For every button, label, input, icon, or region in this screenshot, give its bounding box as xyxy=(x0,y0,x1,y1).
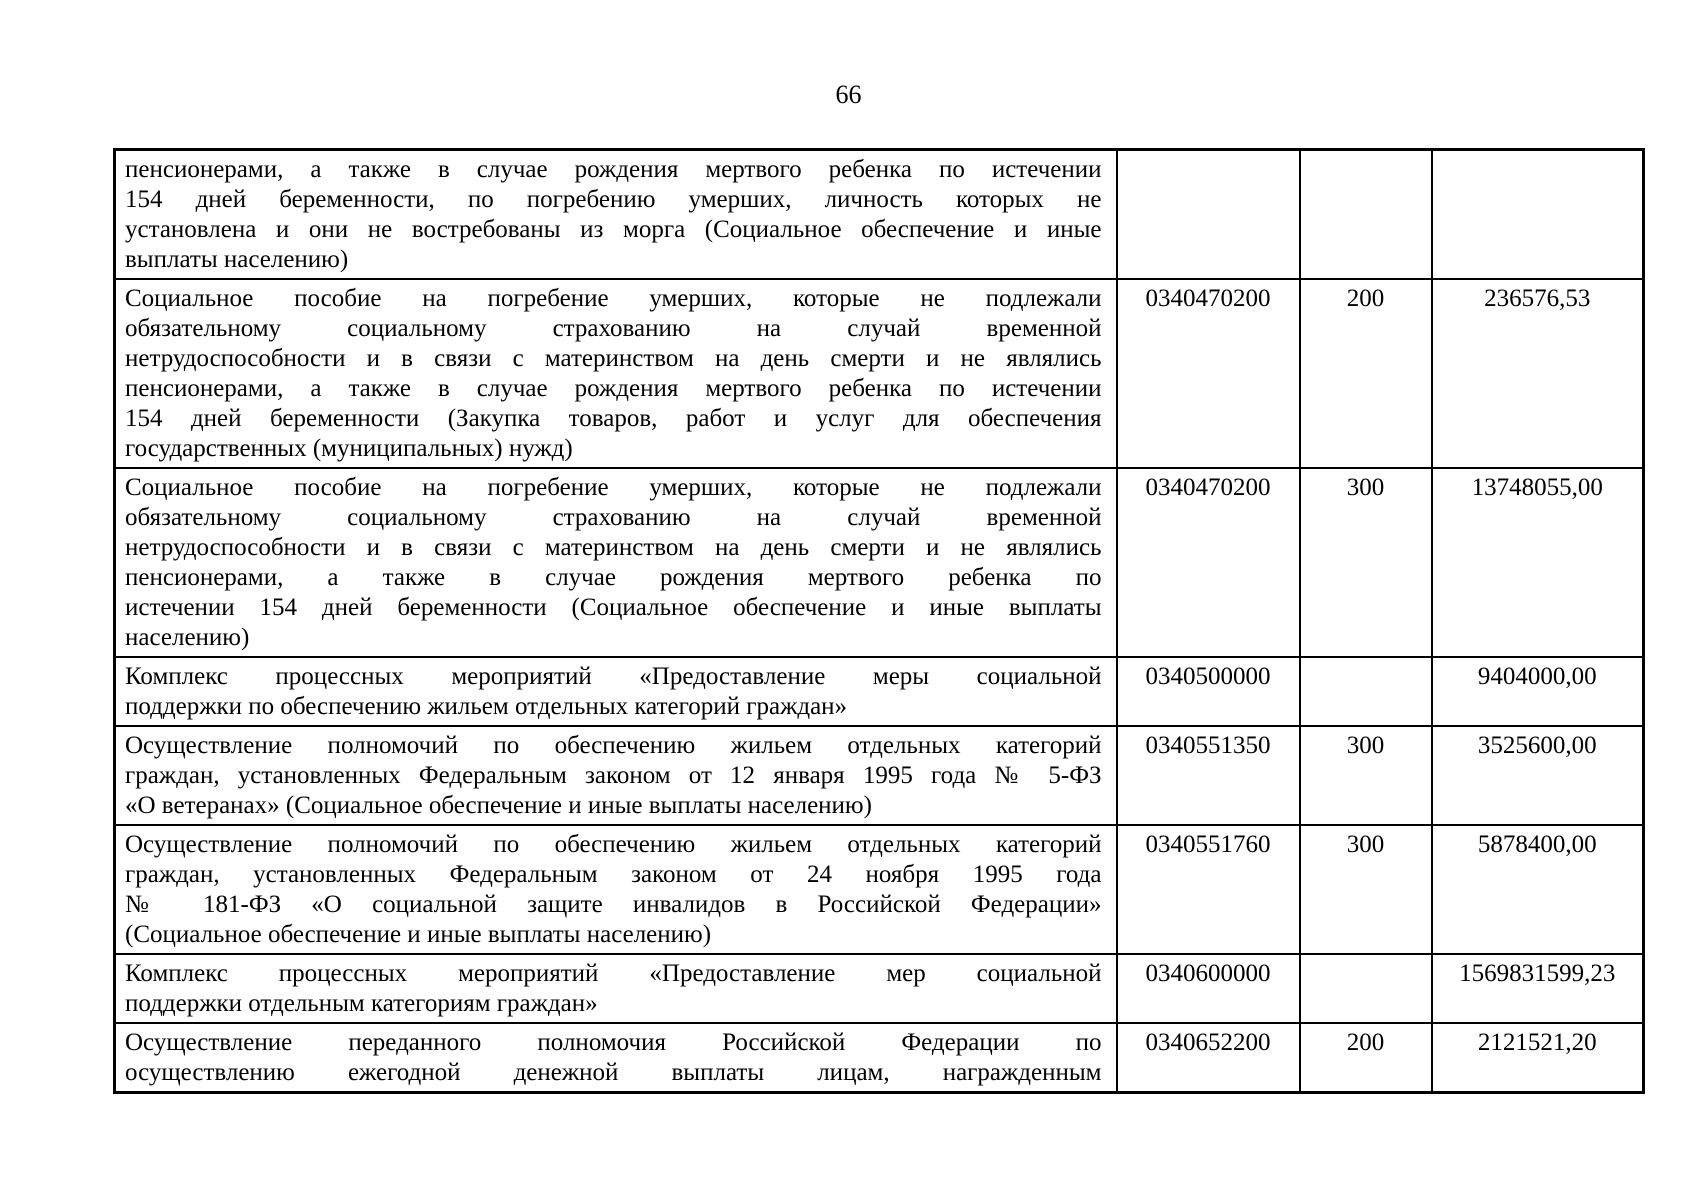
description-line: поддержки отдельным категориям граждан» xyxy=(125,990,598,1017)
description-line: установлена и они не востребованы из морга (Социальное обеспечение и иные xyxy=(125,216,1102,243)
cell-description xyxy=(115,657,1117,726)
cell-amount: 13748055,00 xyxy=(1432,468,1644,657)
cell-expense-type-code: 200 xyxy=(1300,279,1432,468)
table-row xyxy=(115,657,1644,726)
cell-expense-type-code: 200 xyxy=(1300,1023,1432,1093)
cell-target-article-code: 0340470200 xyxy=(1117,279,1300,468)
description-line: нетрудоспособности и в связи с материнством на день смерти и не являлись xyxy=(125,345,1102,372)
description-line: Социальное пособие на погребение умерших, которые не подлежали xyxy=(125,474,1102,501)
description-line: пенсионерами, а также в случае рождения мертвого ребенка по xyxy=(125,564,1102,591)
cell-expense-type-code xyxy=(1300,657,1432,726)
cell-description xyxy=(115,279,1117,468)
cell-target-article-code: 0340551350 xyxy=(1117,726,1300,825)
cell-description xyxy=(115,726,1117,825)
description-line: Комплекс процессных мероприятий «Предоставление мер социальной xyxy=(125,960,1102,987)
cell-expense-type-code xyxy=(1300,954,1432,1023)
description-line: Социальное пособие на погребение умерших, которые не подлежали xyxy=(125,285,1102,312)
cell-target-article-code: 0340652200 xyxy=(1117,1023,1300,1093)
budget-table xyxy=(113,148,1645,1094)
table-row xyxy=(115,954,1644,1023)
cell-amount: 3525600,00 xyxy=(1432,726,1644,825)
cell-target-article-code: 0340500000 xyxy=(1117,657,1300,726)
description-line: населению) xyxy=(125,624,250,651)
description-line: истечении 154 дней беременности (Социальное обеспечение и иные выплаты xyxy=(125,594,1102,621)
description-line: граждан, установленных Федеральным законом от 12 января 1995 года № 5-ФЗ xyxy=(125,762,1102,789)
description-line: граждан, установленных Федеральным законом от 24 ноября 1995 года xyxy=(125,861,1102,888)
description-line: осуществлению ежегодной денежной выплаты лицам, награжденным xyxy=(125,1059,1102,1086)
description-line: нетрудоспособности и в связи с материнством на день смерти и не являлись xyxy=(125,534,1102,561)
cell-amount: 236576,53 xyxy=(1432,279,1644,468)
description-line: поддержки по обеспечению жильем отдельных категорий граждан» xyxy=(125,693,848,720)
description-line: № 181-ФЗ «О социальной защите инвалидов в Российской Федерации» xyxy=(125,891,1102,918)
cell-description xyxy=(115,1023,1117,1093)
table-row xyxy=(115,150,1644,280)
description-line: 154 дней беременности (Закупка товаров, работ и услуг для обеспечения xyxy=(125,405,1102,432)
cell-amount: 1569831599,23 xyxy=(1432,954,1644,1023)
table-row xyxy=(115,1023,1644,1093)
cell-expense-type-code xyxy=(1300,150,1432,280)
description-line: пенсионерами, а также в случае рождения мертвого ребенка по истечении xyxy=(125,156,1102,183)
cell-target-article-code: 0340551760 xyxy=(1117,825,1300,954)
cell-amount xyxy=(1432,150,1644,280)
description-line: государственных (муниципальных) нужд) xyxy=(125,435,573,462)
table-row xyxy=(115,468,1644,657)
cell-amount: 2121521,20 xyxy=(1432,1023,1644,1093)
description-line: Осуществление полномочий по обеспечению жильем отдельных категорий xyxy=(125,732,1102,759)
description-line: обязательному социальному страхованию на случай временной xyxy=(125,315,1102,342)
description-line: Комплекс процессных мероприятий «Предоставление меры социальной xyxy=(125,663,1102,690)
cell-target-article-code xyxy=(1117,150,1300,280)
table-row xyxy=(115,825,1644,954)
table-row xyxy=(115,726,1644,825)
description-line: обязательному социальному страхованию на случай временной xyxy=(125,504,1102,531)
cell-target-article-code: 0340470200 xyxy=(1117,468,1300,657)
cell-description xyxy=(115,150,1117,280)
description-line: Осуществление переданного полномочия Российской Федерации по xyxy=(125,1029,1102,1056)
description-line: 154 дней беременности, по погребению умерших, личность которых не xyxy=(125,186,1102,213)
cell-expense-type-code: 300 xyxy=(1300,825,1432,954)
cell-target-article-code: 0340600000 xyxy=(1117,954,1300,1023)
description-line: пенсионерами, а также в случае рождения мертвого ребенка по истечении xyxy=(125,375,1102,402)
description-line: Осуществление полномочий по обеспечению жильем отдельных категорий xyxy=(125,831,1102,858)
description-line: (Социальное обеспечение и иные выплаты населению) xyxy=(125,921,712,948)
cell-description xyxy=(115,825,1117,954)
page-number: 66 xyxy=(835,80,862,109)
table-body xyxy=(115,150,1644,1093)
cell-description xyxy=(115,468,1117,657)
cell-description xyxy=(115,954,1117,1023)
description-line: «О ветеранах» (Социальное обеспечение и иные выплаты населению) xyxy=(125,792,872,819)
cell-amount: 9404000,00 xyxy=(1432,657,1644,726)
description-line: выплаты населению) xyxy=(125,246,349,273)
cell-expense-type-code: 300 xyxy=(1300,468,1432,657)
cell-expense-type-code: 300 xyxy=(1300,726,1432,825)
cell-amount: 5878400,00 xyxy=(1432,825,1644,954)
table-row xyxy=(115,279,1644,468)
